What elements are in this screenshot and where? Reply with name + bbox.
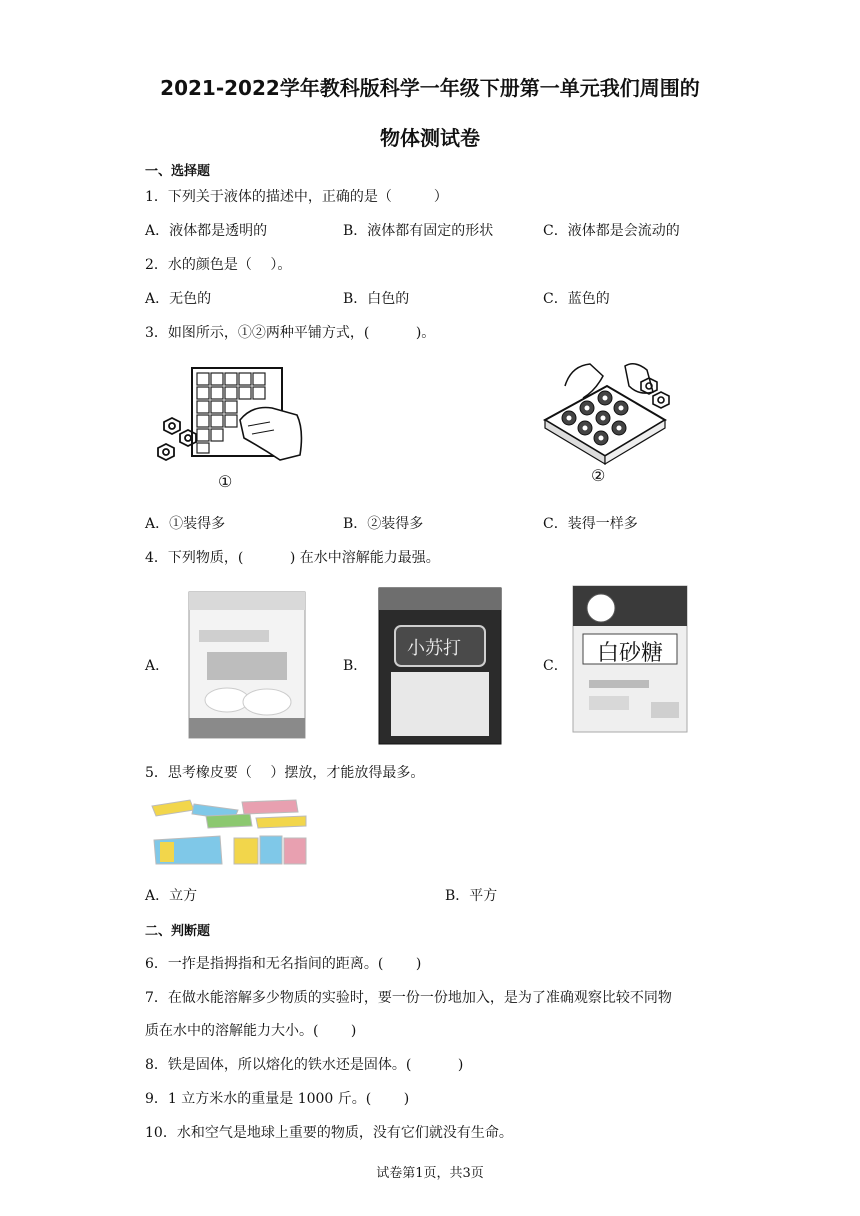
- q4-salt-package-image: [187, 590, 307, 740]
- question-4: 4．下列物质，( ) 在水中溶解能力最强。: [145, 550, 440, 566]
- q4-pack-b-label: 小苏打: [407, 638, 461, 659]
- q3-figure-2-tray: [535, 356, 675, 468]
- q5-option-a: A．立方: [145, 888, 198, 904]
- q4-white-sugar-package-image: [571, 584, 689, 734]
- q3-figure-1-tray: [152, 360, 312, 470]
- page-title-line1: 2021-2022学年教科版科学一年级下册第一单元我们周围的: [160, 76, 700, 100]
- q2-option-c: C．蓝色的: [543, 291, 610, 307]
- judge-item-7-cont: 质在水中的溶解能力大小。( ): [145, 1023, 357, 1039]
- section-judge-heading: 二、判断题: [145, 924, 211, 939]
- judge-item-6: 6．一拃是指拇指和无名指间的距离。( ): [145, 956, 422, 972]
- q1-option-c: C．液体都是会流动的: [543, 223, 680, 239]
- q4-baking-soda-package-image: [377, 586, 503, 746]
- page-title-line2: 物体测试卷: [380, 126, 480, 150]
- judge-item-9: 9．1 立方米水的重量是 1000 斤。( ): [145, 1091, 410, 1107]
- judge-item-10: 10．水和空气是地球上重要的物质，没有它们就没有生命。: [145, 1125, 513, 1141]
- q3-option-b: B．②装得多: [343, 516, 424, 532]
- q2-option-a: A．无色的: [145, 291, 212, 307]
- q3-figure-2-label: ②: [591, 466, 606, 485]
- q4-option-c: C．: [543, 658, 568, 674]
- q5-erasers-image: [146, 796, 310, 866]
- q1-option-b: B．液体都有固定的形状: [343, 223, 494, 239]
- q4-option-b: B．: [343, 658, 368, 674]
- question-1: 1．下列关于液体的描述中，正确的是（ ）: [145, 189, 448, 205]
- q4-option-a: A．: [145, 658, 170, 674]
- q2-option-b: B．白色的: [343, 291, 410, 307]
- q3-option-a: A．①装得多: [145, 516, 226, 532]
- q4-pack-c-label: 白砂糖: [597, 641, 664, 666]
- q5-option-b: B．平方: [445, 888, 498, 904]
- judge-item-8: 8．铁是固体，所以熔化的铁水还是固体。( ): [145, 1057, 464, 1073]
- section-choice-heading: 一、选择题: [145, 164, 211, 179]
- judge-item-7: 7．在做水能溶解多少物质的实验时，要一份一份地加入，是为了准确观察比较不同物: [145, 990, 672, 1006]
- q3-figure-1-label: ①: [218, 472, 233, 491]
- question-2: 2．水的颜色是（ ）。: [145, 257, 292, 273]
- question-3: 3．如图所示，①②两种平铺方式，( )。: [145, 325, 436, 341]
- question-5: 5．思考橡皮要（ ）摆放，才能放得最多。: [145, 765, 425, 781]
- q1-option-a: A．液体都是透明的: [145, 223, 268, 239]
- page-footer: 试卷第1页，共3页: [376, 1166, 484, 1181]
- q3-option-c: C．装得一样多: [543, 516, 638, 532]
